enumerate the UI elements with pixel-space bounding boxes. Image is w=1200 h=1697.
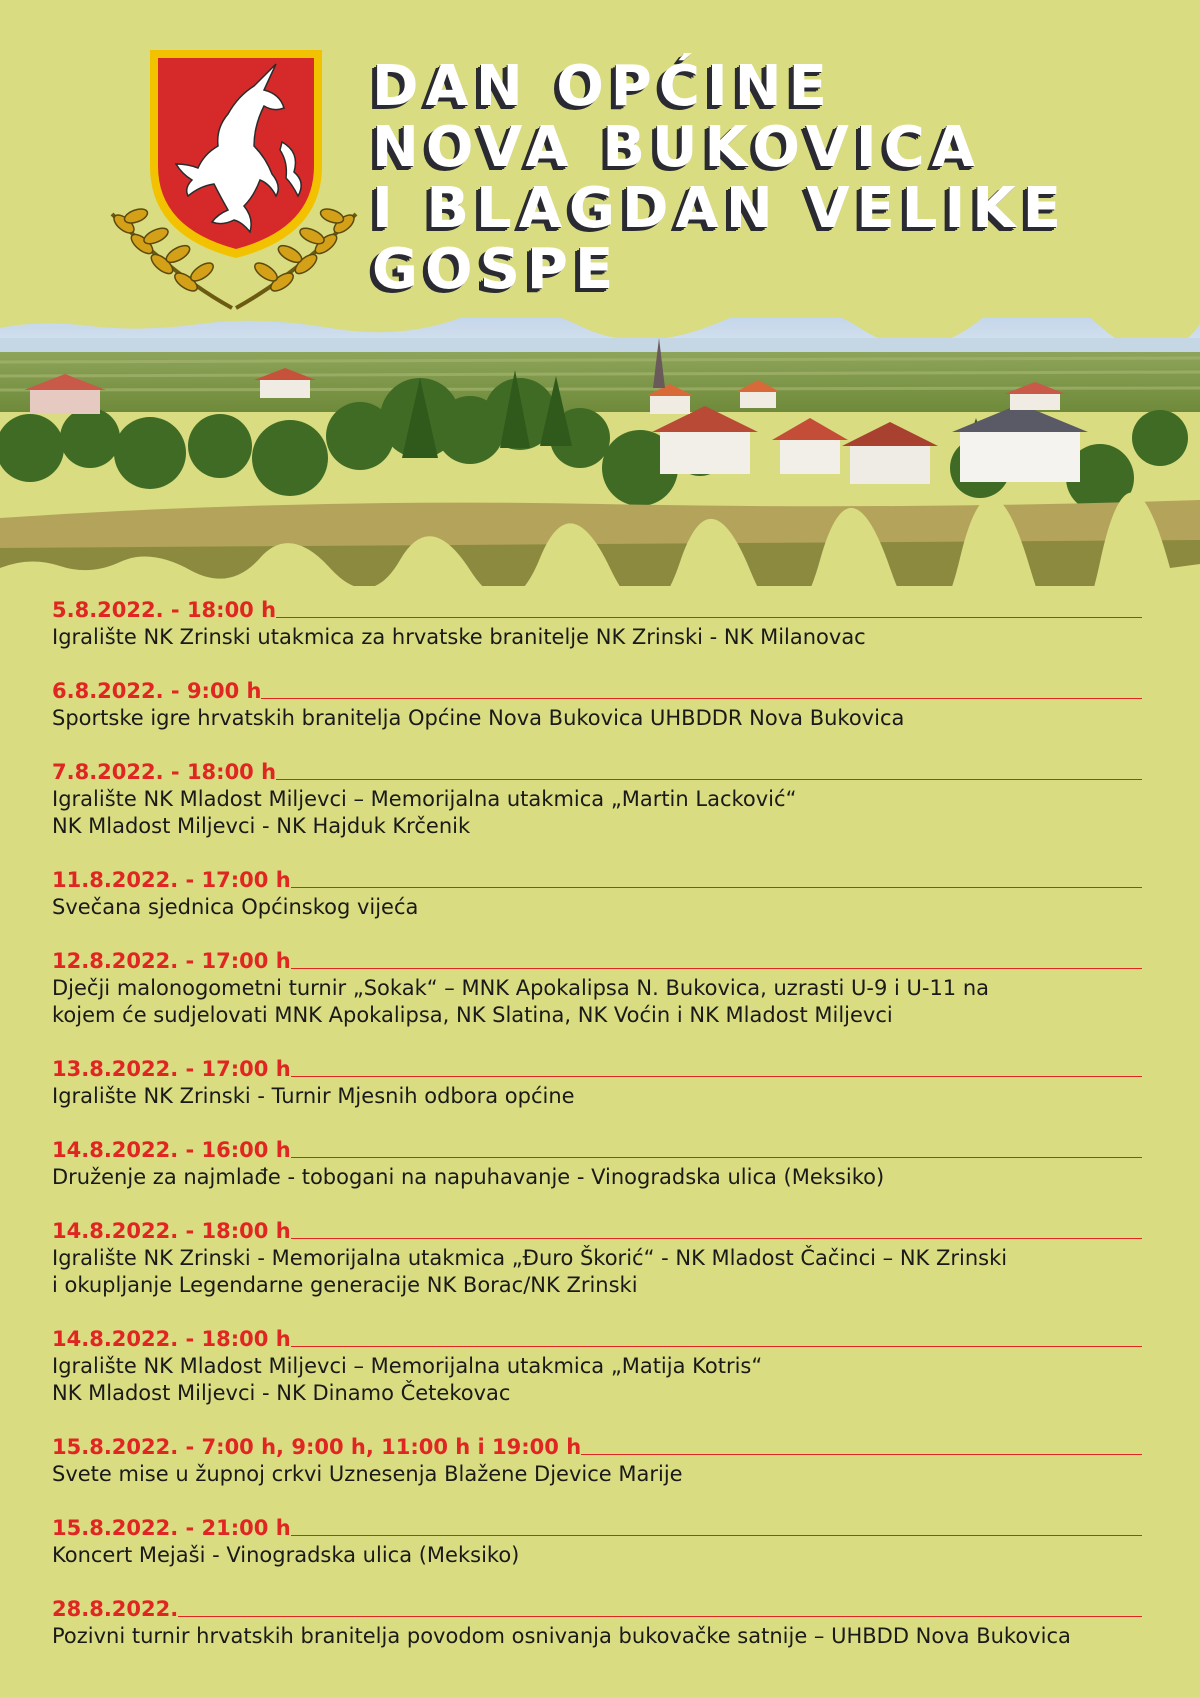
event-item — [52, 596, 1142, 651]
divider — [291, 887, 1142, 888]
event-description-line: Svete mise u župnoj crkvi Uznesenja Blažene Djevice Marije — [52, 1462, 683, 1486]
divider — [291, 1157, 1142, 1158]
event-description-line: Koncert Mejaši - Vinogradska ulica (Meksiko) — [52, 1543, 520, 1567]
event-description-line: Igralište NK Zrinski - Turnir Mjesnih odbora općine — [52, 1084, 575, 1108]
event-date: 15.8.2022. - 21:00 h — [52, 1516, 291, 1540]
event-item — [52, 1136, 1142, 1191]
event-item — [52, 1433, 1142, 1488]
event-description-line: Igralište NK Mladost Miljevci – Memorijalna utakmica „Matija Kotris“ — [52, 1354, 763, 1378]
event-description-line: Svečana sjednica Općinskog vijeća — [52, 895, 419, 919]
divider — [291, 968, 1142, 969]
event-item — [52, 758, 1142, 840]
event-date: 14.8.2022. - 18:00 h — [52, 1327, 291, 1351]
event-description-line: NK Mladost Miljevci - NK Hajduk Krčenik — [52, 814, 471, 838]
divider — [178, 1616, 1142, 1617]
divider — [276, 779, 1142, 780]
divider — [291, 1238, 1142, 1239]
event-description-line: Druženje za najmlađe - tobogani na napuhavanje - Vinogradska ulica (Meksiko) — [52, 1165, 885, 1189]
event-description-line: NK Mladost Miljevci - NK Dinamo Četekovac — [52, 1381, 511, 1405]
event-description-line: Igralište NK Mladost Miljevci – Memorijalna utakmica „Martin Lacković“ — [52, 787, 797, 811]
event-description — [52, 975, 1142, 1029]
event-date: 11.8.2022. - 17:00 h — [52, 868, 291, 892]
divider — [291, 1076, 1142, 1077]
event-description-line: Igralište NK Zrinski utakmica za hrvatske branitelje NK Zrinski - NK Milanovac — [52, 625, 866, 649]
unicorn-coat-of-arms-icon — [104, 46, 364, 316]
event-description — [52, 1164, 1142, 1191]
divider — [581, 1454, 1142, 1455]
village-panorama-photo — [0, 318, 1200, 586]
event-date: 7.8.2022. - 18:00 h — [52, 760, 277, 784]
divider — [261, 698, 1142, 699]
divider — [276, 617, 1142, 618]
event-description — [52, 1083, 1142, 1110]
header — [0, 0, 1200, 320]
event-date: 15.8.2022. - 7:00 h, 9:00 h, 11:00 h i 19:00 h — [52, 1435, 582, 1459]
event-item — [52, 1325, 1142, 1407]
event-description — [52, 786, 1142, 840]
event-description — [52, 1542, 1142, 1569]
event-date: 12.8.2022. - 17:00 h — [52, 949, 291, 973]
event-description — [52, 1461, 1142, 1488]
event-date: 28.8.2022. — [52, 1597, 179, 1621]
event-description — [52, 705, 1142, 732]
event-description — [52, 624, 1142, 651]
event-schedule — [52, 596, 1142, 1676]
title-line: GOSPE — [372, 237, 621, 302]
page-title — [372, 56, 1172, 300]
event-date: 14.8.2022. - 16:00 h — [52, 1138, 291, 1162]
divider — [291, 1535, 1142, 1536]
event-description — [52, 1353, 1142, 1407]
event-item — [52, 1217, 1142, 1299]
event-description-line: Pozivni turnir hrvatskih branitelja povodom osnivanja bukovačke satnije – UHBDD Nova Bukovica — [52, 1624, 1071, 1648]
title-line: NOVA BUKOVICA — [372, 115, 983, 180]
event-description — [52, 894, 1142, 921]
event-date: 5.8.2022. - 18:00 h — [52, 598, 277, 622]
event-item — [52, 866, 1142, 921]
event-item — [52, 1595, 1142, 1650]
title-line: I BLAGDAN VELIKE — [372, 176, 1068, 241]
event-description-line: kojem će sudjelovati MNK Apokalipsa, NK Slatina, NK Voćin i NK Mladost Miljevci — [52, 1003, 893, 1027]
event-item — [52, 947, 1142, 1029]
event-date: 6.8.2022. - 9:00 h — [52, 679, 262, 703]
event-description-line: i okupljanje Legendarne generacije NK Borac/NK Zrinski — [52, 1273, 638, 1297]
event-description — [52, 1623, 1142, 1650]
event-item — [52, 1055, 1142, 1110]
event-description — [52, 1245, 1142, 1299]
event-description-line: Sportske igre hrvatskih branitelja Općine Nova Bukovica UHBDDR Nova Bukovica — [52, 706, 905, 730]
event-item — [52, 677, 1142, 732]
event-description-line: Dječji malonogometni turnir „Sokak“ – MNK Apokalipsa N. Bukovica, uzrasti U-9 i U-11 na — [52, 976, 990, 1000]
title-line: DAN OPĆINE — [372, 54, 834, 119]
event-date: 13.8.2022. - 17:00 h — [52, 1057, 291, 1081]
divider — [291, 1346, 1142, 1347]
event-description-line: Igralište NK Zrinski - Memorijalna utakmica „Đuro Škorić“ - NK Mladost Čačinci – NK Zrinski — [52, 1246, 1008, 1270]
event-item — [52, 1514, 1142, 1569]
event-date: 14.8.2022. - 18:00 h — [52, 1219, 291, 1243]
